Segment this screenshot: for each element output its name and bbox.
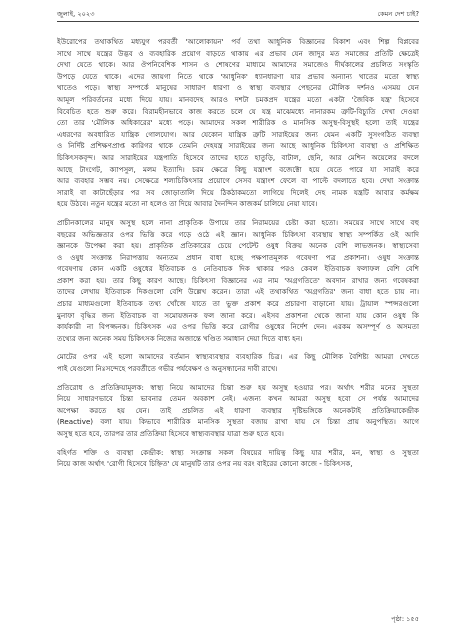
text-line: জ্ঞানকে উপেক্ষা করা হয়। প্রাকৃতিক প্রতিকারের চেয়ে পেটেন্ট ওষুধ বিক্রয় অনেক বেশি লাভজনক। স্বাস্থ্যসেবা [57,241,419,251]
article-body [57,36,419,477]
text-line: তো তার 'মৌলিক অধিকারের' মধ্যে পড়ে। আমাদের সকল শারীরিক ও মানসিক অসুস্থ-বিসুস্থই হলো তাই যন্ত্রের [57,118,419,128]
text-line: উপড়ে যেতে থাকে। এদের জায়গা নিতে থাকে 'আধুনিক' ধ্যানধারণা যার প্রভাব অন্যান্য খাতের মতো স্বাস্থ্য [57,71,419,81]
text-line: বছরের অভিজ্ঞতার ওপর ভিত্তি করে গড়ে ওঠে এই জ্ঞান। আধুনিক চিকিৎসা ব্যবস্থায় স্বাস্থ্য সম্পর্কিত ওই আদি [57,229,419,239]
text-line: বহির্গত শক্তি ও ব্যবস্থা কেন্দ্রীক: স্বাস্থ্য সংক্রান্ত সকল বিষয়ের দায়িত্ব কিছু যার শরীর, মন, স্বাস্থ্য ও সুস্থতা [57,447,419,457]
page-number: পৃষ্ঠা: ১৫৫ [391,615,419,623]
paragraph [57,351,419,374]
text-line: প্রাচীনকালের মানুষ অসুস্থ হলে নানা প্রাকৃতিক উপায়ে তার নিরাময়ের চেষ্টা করা হতো। সময়ের সাথে সাথে বহু [57,217,419,227]
text-line: চিকিৎসকবৃন্দ। আর সারাইয়ের যন্ত্রপাতি হিসেবে তাদের হাতে হাতুড়ি, বাটাল, ছেনি, আর মেশিন অয়েলের বদলে [57,152,419,162]
text-line: ও নির্দিষ্ট প্রশিক্ষণপ্রাপ্ত কারিগর থাকে তেমনি দেহযন্ত্র সারাইয়ের জন্য আছে আধুনিক চিকিৎসা ব্যবস্থা ও প্রশিক্ষিত [57,141,419,151]
text-line: প্রকাশ করা হয়। তার কিছু কারণ আছে। চিকিৎসা বিজ্ঞানের এর নাম 'অগ্রগতিতে' অবদান রাখার জন্য গবেষকরা [57,275,419,285]
paragraph [57,217,419,345]
text-line: দেখা যেতে থাকে। আর ঔপনিবেশিক শাসন ও শোষণের মাধ্যমে আমাদের সমাজেও দীর্ঘকালের প্রচলিত সংস্কৃতি [57,60,419,70]
text-line: মোটের ওপর এই হলো আমাদের বর্তমান স্বাস্থ্যব্যবস্থার ব্যবহারিক চিত্র। এর কিছু মৌলিক বৈশিষ্ট্য আমরা দেখতে [57,352,419,362]
text-line: অসুস্থ হতে হবে, তারপর তার প্রতিক্রিয়া হিসেবে স্বাস্থ্যব্যবস্থার যাত্রা শুরু হতে হবে। [57,429,284,438]
text-line: ইউরোপের তথাকথিত মধ্যযুগ পরবর্তী 'আলোকায়ন' পর্ব তথা আধুনিক বিজ্ঞানের বিকাশ এবং শিল্প বিপ্লবের [57,37,419,46]
text-line: সাথে সাথে যন্ত্রের উদ্ভব ও ব্যবহারিক প্রয়োগ বাড়তে থাকায় এর প্রভাব যেন জাদুর মত সমাজের প্রতিটি ক্ষেত্রেই [57,48,419,58]
text-line: আমূল পরিবর্তনের মধ্যে দিয়ে যায়। মানবদেহ আরও দশটা চমকপ্রদ যন্ত্রের মতো একটা 'জৈবিক যন্ত্র' হিসেবে [57,94,419,104]
text-line: গবেষণায় কোন একটি ওষুধের ইতিবাচক ও নেতিবাচক দিক থাকার পরও কেবল ইতিবাচক ফলাফল বেশি বেশি [57,264,419,274]
text-line: ও ওষুধ সংক্রান্ত নিরাপত্তায় অন্যতম প্রধান বাধা হচ্ছে পক্ষপাতমূলক গবেষণা পত্র প্রকাশনা। ওষুধ সংক্রান্ত [57,252,419,262]
text-line: (Reactive) বলা যায়। কিভাবে শারীরিক মানসিক সুস্থতা বজায় রাখা যায় সে চিন্তা প্রায় অনুপস্থিত। আগে [57,417,419,427]
text-line: নিয়ে সাধারণভাবে চিন্তা ভাবনার তেমন অবকাশ নেই। এজন্য কখন আমরা অসুস্থ হবো সে পর্যন্ত আমাদের [57,394,419,404]
text-line: অপেক্ষা করতে হয় যেন। তাই প্রচলিত এই ধারণা ব্যবস্থার দৃষ্টিভঙ্গিকে অনেকটাই প্রতিক্রিয়াকেন্দ্রীক [57,405,419,415]
text-line: তাদের লেখায় ইতিবাচক দিকগুলো বেশি উল্লেখ করেন। তারা এই তথাকথিত 'অগ্রগতির' জন্য বাধা হতে চায় না। [57,287,419,297]
text-line: প্রচার মাধ্যমগুলো ইতিবাচক তথ্য খোঁজে যাতে তা ভুক্ত প্রকাশ করে প্রচারণা বাড়ানো যায়। ট্রায়াল স্পন্সরগুলো [57,299,419,309]
text-line: আছে টাংগেট, ক্যাপসুল, মলম ইত্যাদি। চরম ক্ষেত্রে কিছু যন্ত্রাংশ বজেক্টো হয়ে যেতে পারে যা সারাই করে [57,164,419,174]
header-title: কেমন দেশ চাই? [377,10,419,18]
text-line: পাই যেগুলো নিঃসন্দেহে পরবর্তীতে গভীর পর্যবেক্ষণ ও অনুসন্ধানের দাবী রাখে। [57,364,278,374]
text-line: এধরণের অবধারিত যান্ত্রিক গোলযোগ। আর যেকোন যান্ত্রিক ত্রুটি সারাইয়ের জন্য যেমন একটি সুসংগঠিত ব্যবস্থা [57,129,419,139]
paragraph [57,36,419,210]
text-line: হয়ে উঠবে। নতুন যন্ত্রের মতো না হলেও তা দিয়ে আবার দৈনন্দিন কাজকর্ম চালিয়ে নেয়া যাবে। [57,199,318,209]
text-line: খাতেও পড়ে। স্বাস্থ্য সম্পর্কে মানুষের সাধারণ ধারণা ও স্বাস্থ্য ব্যবস্থার পেছনের মৌলিক দর্শনও এসময় যেন [57,83,419,93]
text-line: মুনাফা বৃদ্ধির জন্য ইতিবাচক বা সমোয়জনক ফল জানা করে। এইসব প্রকাশনা থেকে জানা যায় কোন ওষুধ কি [57,310,419,320]
text-line: প্রতিরোধ ও প্রতিক্রিয়ামূলক: স্বাস্থ্য নিয়ে আমাদের চিন্তা শুরু হয় অসুস্থ হওয়ার পর। অর্থাৎ শরীর মনের সুস্থতা [57,382,419,392]
text-line: নিয়ে কাজ অর্থাৎ 'রোগী হিসেবে চিহ্নিত' যে মানুষটি তার ওপর নয় বরং বাইরের কোনো কাজে - চিকিৎসক, [57,459,353,469]
running-header [57,8,419,20]
header-rule [57,21,419,22]
header-date: জুলাই, ২০২৩ [57,10,95,18]
text-line: কার্যকারী না বিপজ্জনক। চিকিৎসক এর ওপর ভিত্তি করে রোগীর ওষুধের নির্দেশ দেন। এরকম অসম্পূর্ণ ও অসমতা [57,322,419,332]
paragraph [57,382,419,440]
text-line: বিবেচিত হতে শুরু করে। বিরামহীনভাবে কাজ করতে চলে যে যন্ত্র মাঝেমধ্যে নানারকম ত্রুটি-বিচ্যুতি দেখা দেওয়া [57,106,419,116]
text-line: আর ব্যবহার সম্ভব নয়। সেক্ষেত্রে শল্যচিকিৎসার প্রয়োগে সেসব যন্ত্রাংশ ফেলে বা পাল্টে বদলাতে হবে। দেখা সংক্রান্ত [57,176,419,186]
paragraph [57,447,419,470]
text-line: তথ্যের জন্য অনেক সময় চিকিৎসক নিজের অজান্তে খণ্ডিত সমাধান দেয়া দিতে বাধ্য হন। [57,333,303,343]
text-line: সারাই বা কাটাছেঁড়ার পর সব জোড়াতালি দিয়ে ঠিকঠাকমতো লাগিয়ে দিলেই দেহ নামক যন্ত্রটি আবার কর্মক্ষম [57,187,419,197]
